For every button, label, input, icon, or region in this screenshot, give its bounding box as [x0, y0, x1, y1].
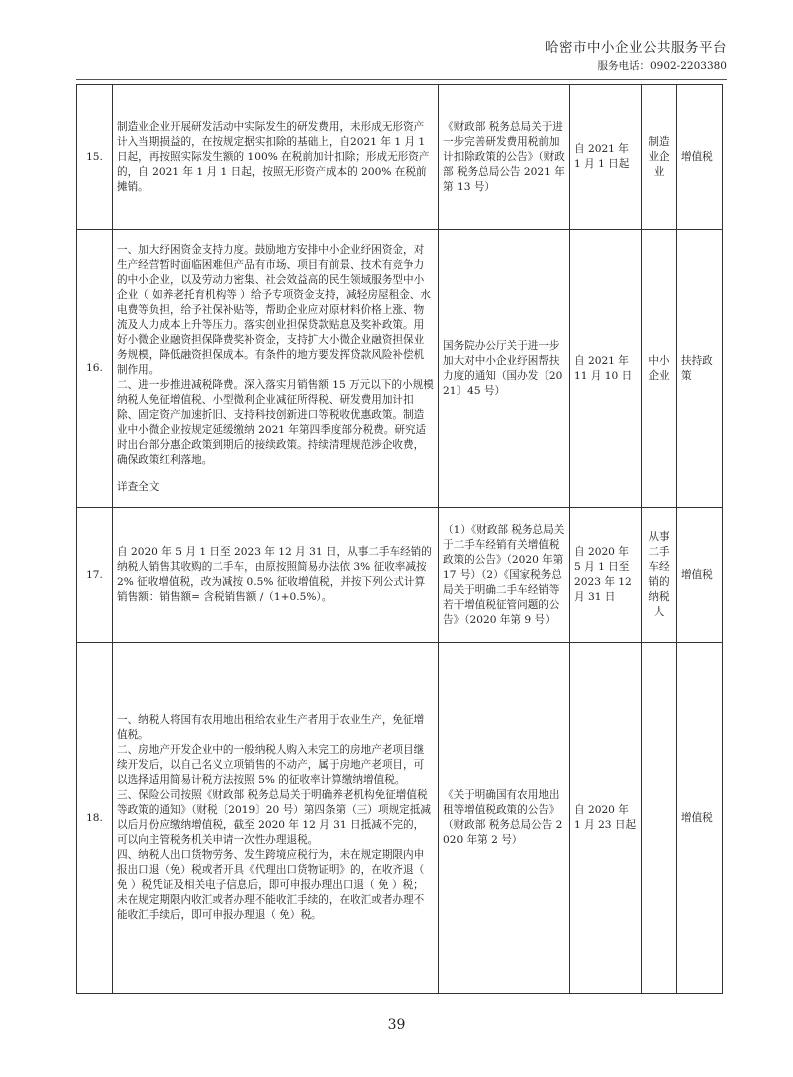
- content-paragraph: 二、房地产开发企业中的一般纳税人购入未完工的房地产老项目继续开发后，以自己名义立项销售的不动产，属于房地产老项目，可以选择适用简易计税方法按照 5% 的征收率计算缴纳增值税。: [117, 744, 425, 786]
- table-row: [77, 230, 723, 508]
- page-header: [545, 38, 727, 74]
- content-paragraph: 三、保险公司按照《财政部 税务总局关于明确养老机构免征增值税等政策的通知》（财税〔2019〕20 号）第四条第（三）项规定抵减以后月份应缴纳增值税，截至 2020 年 12 月 31 日抵减不完的，可以向主管税务机关申请一次性办理退税。: [117, 789, 431, 846]
- table-row: [77, 85, 723, 230]
- effective-date: 自 2020 年 5 月 1 日至 2023 年 12 月 31 日: [570, 508, 642, 643]
- table-row: [77, 643, 723, 994]
- policy-basis: 《关于明确国有农用地出租等增值税政策的公告》（财政部 税务总局公告 2020 年第 2 号）: [439, 643, 570, 994]
- effective-date: 自 2021 年 1 月 1 日起: [570, 85, 642, 230]
- policy-basis: （1）《财政部 税务总局关于二手车经销有关增值税政策的公告》（2020 年第 17 号）（2）《国家税务总局关于明确二手车经销等若干增值税征管问题的公告》（2020 年第 9 号）: [439, 508, 570, 643]
- content-paragraph: 制造业企业开展研发活动中实际发生的研发费用，未形成无形资产计入当期损益的，在按规定据实扣除的基础上，自2021 年 1 月 1 日起，再按照实际发生额的 100% 在税前加计扣除；形成无形资产的，自 2021 年 1 月 1 日起，按照无形资产成本的 200% 在税前摊销。: [117, 120, 430, 193]
- row-number: 18.: [77, 643, 113, 994]
- policy-content: [113, 643, 439, 994]
- page-number: 39: [387, 1017, 406, 1033]
- content-paragraph: 自 2020 年 5 月 1 日至 2023 年 12 月 31 日，从事二手车经销的纳税人销售其收购的二手车，由原按照简易办法依 3% 征收率减按 2% 征收增值税，改为减按 0.5% 征收增值税，并按下列公式计算销售额：销售额= 含税销售额 /（1+0.5%）。: [117, 546, 432, 603]
- read-full-text-link[interactable]: 详查全文: [117, 480, 160, 493]
- row-number: 15.: [77, 85, 113, 230]
- policy-type: 增值税: [677, 85, 723, 230]
- policy-basis: 国务院办公厅关于进一步加大对中小企业纾困帮扶力度的通知（国办发〔2021〕45 号）: [439, 230, 570, 508]
- policy-type: 扶持政策: [677, 230, 723, 508]
- service-phone: 服务电话：0902-2203380: [597, 60, 727, 72]
- table-row: [77, 508, 723, 643]
- org-name: 哈密市中小企业公共服务平台: [545, 40, 727, 56]
- policy-type: 增值税: [677, 643, 723, 994]
- row-number: 16.: [77, 230, 113, 508]
- policy-content: [113, 85, 439, 230]
- applicable-subject: 制造业企业: [642, 85, 677, 230]
- row-number: 17.: [77, 508, 113, 643]
- applicable-subject: 从事二手车经销的纳税人: [642, 508, 677, 643]
- applicable-subject: [642, 643, 677, 994]
- policy-content: [113, 508, 439, 643]
- policy-content: [113, 230, 439, 508]
- policy-type: 增值税: [677, 508, 723, 643]
- policy-table: [76, 84, 723, 994]
- content-paragraph: 一、纳税人将国有农用地出租给农业生产者用于农业生产，免征增值税。: [117, 714, 425, 741]
- effective-date: 自 2021 年 11 月 10 日: [570, 230, 642, 508]
- applicable-subject: 中小企业: [642, 230, 677, 508]
- content-paragraph: 一、加大纾困资金支持力度。鼓励地方安排中小企业纾困资金，对生产经营暂时面临困难但产品有市场、项目有前景、技术有竞争力的中小企业，以及劳动力密集、社会效益高的民生领域服务型中小企业（ 如养老托育机构等 ）给予专项资金支持，减轻房屋租金、水电费等负担，给予社保补贴等，帮助企业应对原材料价格上涨、物流及人力成本上升等压力。落实创业担保贷款贴息及奖补政策。用好小微企业融资担保降费奖补资金，支持扩大小微企业融资担保业务规模，降低融资担保成本。有条件的地方要发挥贷款风险补偿机制作用。: [117, 243, 431, 376]
- header-rule: [76, 79, 727, 80]
- content-paragraph: 四、纳税人出口货物劳务、发生跨境应税行为，未在规定期限内申报出口退（免）税或者开具《代理出口货物证明》的，在收齐退（ 免 ）税凭证及相关电子信息后，即可申报办理出口退（ 免 ）税；未在规定期限内收汇或者办理不能收汇手续的，在收汇或者办理不能收汇手续后，即可申报办理退（ 免）税。: [117, 849, 425, 921]
- content-paragraph: 二、进一步推进减税降费。深入落实月销售额 15 万元以下的小规模纳税人免征增值税、小型微利企业减征所得税、研发费用加计扣除、固定资产加速折旧、支持科技创新进口等税收优惠政策。制造业中小微企业按规定延缓缴纳 2021 年第四季度部分税费。研究适时出台部分惠企政策到期后的接续政策。持续清理规范涉企收费，确保政策红利落地。: [117, 378, 434, 466]
- policy-basis: 《财政部 税务总局关于进一步完善研发费用税前加计扣除政策的公告》（财政部 税务总局公告 2021 年第 13 号）: [439, 85, 570, 230]
- effective-date: 自 2020 年 1 月 23 日起: [570, 643, 642, 994]
